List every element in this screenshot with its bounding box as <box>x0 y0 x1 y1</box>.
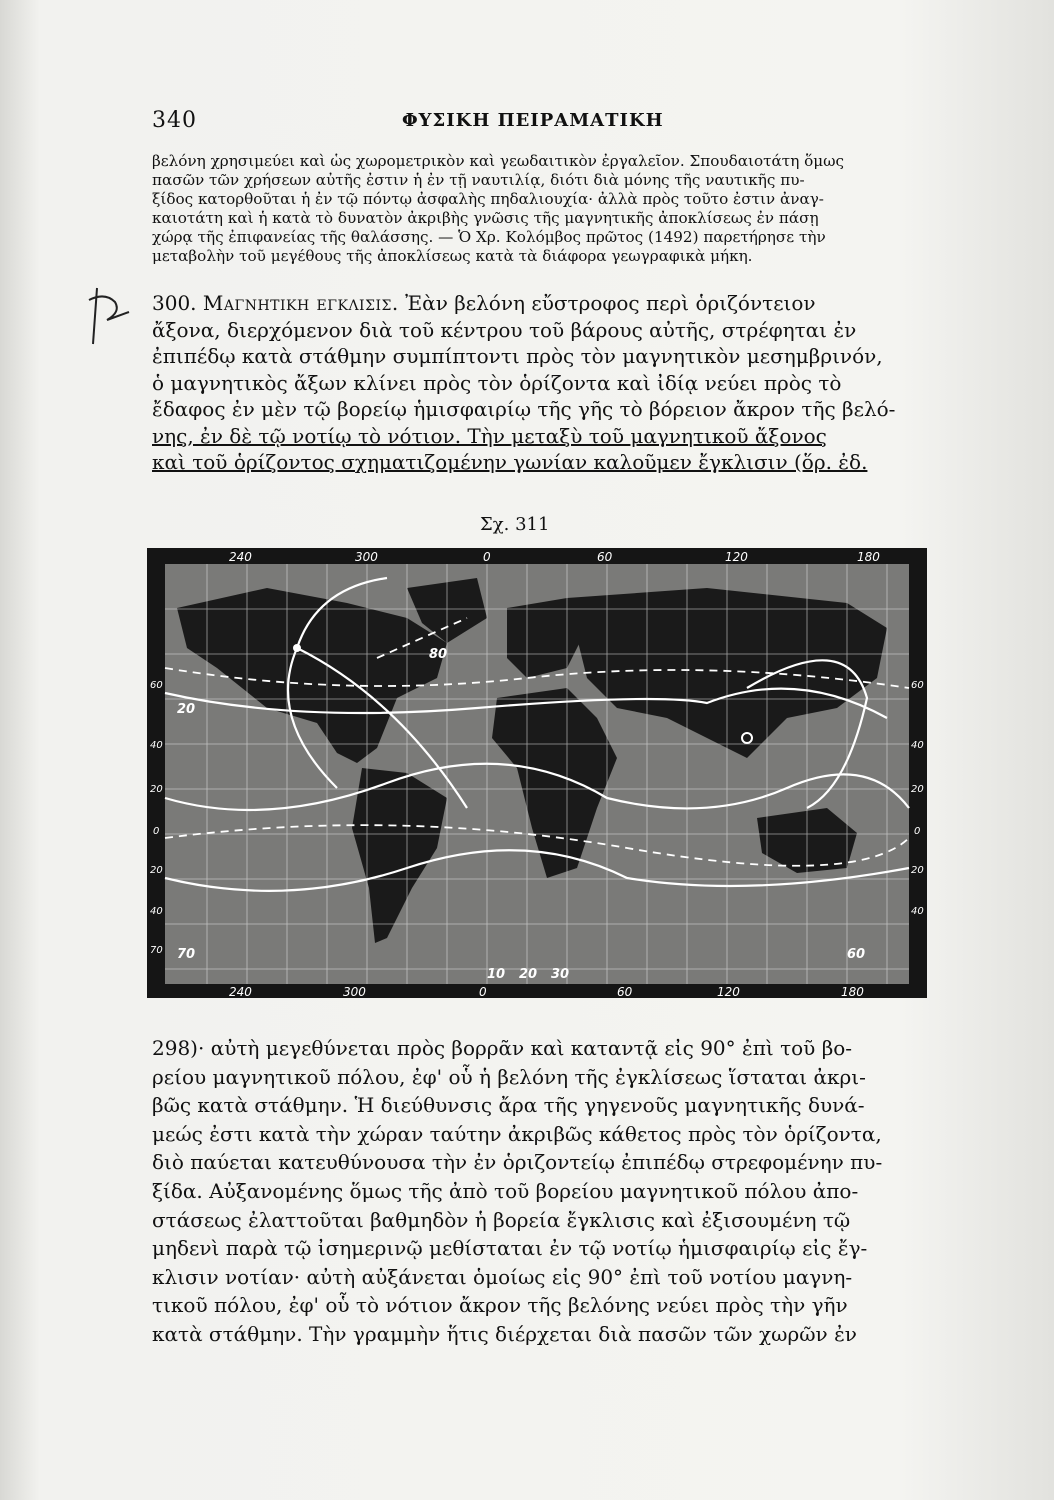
text-line: ξίδος κατορθοῦται ἡ ἐν τῷ πόντῳ ἀσφαλὴς πηδαλιουχία· ἀλλὰ πρὸς τοῦτο ἐστιν ἀναγ- <box>152 190 824 208</box>
axis-label: 40 <box>911 740 924 751</box>
axis-label: 0 <box>479 985 487 998</box>
axis-label: 40 <box>911 906 924 917</box>
axis-label: 0 <box>914 826 921 837</box>
text-line: καιοτάτη καὶ ἡ κατὰ τὸ δυνατὸν ἀκριβὴς γνῶσις τῆς μαγνητικῆς ἀποκλίσεως ἐν πάσῃ <box>152 209 819 227</box>
axis-label: 20 <box>150 784 163 795</box>
isoclinic-world-map <box>147 548 927 998</box>
map-svg <box>147 548 927 998</box>
section-title: Μαγνητικη εγκλισις. <box>202 291 399 315</box>
text-line: μεταβολὴν τοῦ μεγέθους τῆς ἀποκλίσεως κατὰ τὰ διάφορα γεωγραφικὰ μήκη. <box>152 247 753 265</box>
isocline-label: 10 <box>487 967 506 982</box>
isocline-label: 30 <box>551 967 570 982</box>
text-line: στάσεως ἐλαττοῦται βαθμηδὸν ἡ βορεία ἔγκλισις καὶ ἐξισουμένη τῷ <box>152 1207 851 1232</box>
axis-label: 60 <box>597 550 613 564</box>
axis-label: 240 <box>229 550 252 564</box>
axis-label: 70 <box>150 945 163 956</box>
axis-label: 0 <box>483 550 491 564</box>
page-number: 340 <box>152 108 197 133</box>
axis-label: 40 <box>150 740 163 751</box>
text-line: μεώς ἐστι κατὰ τὴν χώραν ταύτην ἀκριβῶς κάθετος πρὸς τὸν ὁρίζοντα, <box>152 1121 882 1146</box>
text-line: πασῶν τῶν χρήσεων αὐτῆς ἐστιν ἡ ἐν τῇ ναυτιλίᾳ, διότι διὰ μόνης τῆς ναυτικῆς πυ- <box>152 171 805 189</box>
axis-label: 120 <box>717 985 740 998</box>
axis-label: 240 <box>229 985 252 998</box>
section-number: 300. <box>152 291 197 315</box>
text-line: διὸ παύεται κατευθύνουσα τὴν ἐν ὁριζοντείῳ ἐπιπέδῳ στρεφομένην πυ- <box>152 1150 883 1175</box>
text-line: τικοῦ πόλου, ἐφ' οὗ τὸ νότιον ἄκρον τῆς βελόνης νεύει πρὸς τὴν γῆν <box>152 1293 848 1318</box>
text-line: ἄξονα, διερχόμενον διὰ τοῦ κέντρου τοῦ βάρους αὐτῆς, στρέφηται ἐν <box>152 317 857 342</box>
axis-label: 20 <box>911 865 924 876</box>
axis-label: 180 <box>841 985 864 998</box>
section-heading-line <box>152 290 922 317</box>
figure-caption: Σχ. 311 <box>480 514 550 535</box>
axis-label: 300 <box>343 985 366 998</box>
section-300 <box>152 290 922 476</box>
axis-label: 0 <box>153 826 160 837</box>
axis-label: 60 <box>617 985 633 998</box>
axis-label: 300 <box>355 550 378 564</box>
text-line: νης, ἐν δὲ τῷ νοτίῳ τὸ νότιον. Τὴν μεταξὺ τοῦ μαγνητικοῦ ἄξονος <box>152 423 827 448</box>
axis-label: 60 <box>150 680 163 691</box>
bottom-axis-labels <box>229 985 864 998</box>
right-axis-labels <box>911 680 924 917</box>
axis-label: 180 <box>857 550 880 564</box>
isocline-label: 20 <box>177 702 196 717</box>
isocline-label: 70 <box>177 947 196 962</box>
text-line: κλισιν νοτίαν· αὐτὴ αὐξάνεται ὁμοίως εἰς 90° ἐπὶ τοῦ νοτίου μαγνη- <box>152 1264 853 1289</box>
axis-label: 40 <box>150 906 163 917</box>
text-line: βῶς κατὰ στάθμην. Ἡ διεύθυνσις ἄρα τῆς γηγενοῦς μαγνητικῆς δυνά- <box>152 1093 865 1118</box>
text-line: ἔδαφος ἐν μὲν τῷ βορείῳ ἡμισφαιρίῳ τῆς γῆς τὸ βόρειον ἄκρον τῆς βελό- <box>152 397 896 421</box>
axis-label: 20 <box>150 865 163 876</box>
north-magnetic-pole <box>293 644 301 652</box>
top-axis-labels <box>229 550 880 564</box>
text-line: ὁ μαγνητικὸς ἄξων κλίνει πρὸς τὸν ὁρίζοντα καὶ ἰδίᾳ νεύει πρὸς τὸ <box>152 370 842 395</box>
isocline-label: 80 <box>429 647 448 662</box>
page-header <box>152 108 922 138</box>
text-line: καὶ τοῦ ὁρίζοντος σχηματιζομένην γωνίαν καλοῦμεν ἔγκλισιν (ὅρ. ἐδ. <box>152 450 868 474</box>
handwritten-margin-mark <box>85 282 135 352</box>
axis-label: 20 <box>911 784 924 795</box>
text-line: κατὰ στάθμην. Τὴν γραμμὴν ἥτις διέρχεται διὰ πασῶν τῶν χωρῶν ἐν <box>152 1321 857 1346</box>
axis-label: 120 <box>725 550 748 564</box>
bottom-paragraph <box>152 1034 922 1349</box>
text-line: βελόνη χρησιμεύει καὶ ὡς χωρομετρικὸν καὶ γεωδαιτικὸν ἐργαλεῖον. Σπουδαιοτάτη ὅμως <box>152 152 845 170</box>
text-line: 298)· αὐτὴ μεγεθύνεται πρὸς βορρᾶν καὶ καταντᾷ εἰς 90° ἐπὶ τοῦ βο- <box>152 1036 853 1060</box>
left-axis-labels <box>150 680 163 956</box>
text-line: ἐπιπέδῳ κατὰ στάθμην συμπίπτοντι πρὸς τὸν μαγνητικὸν μεσημβρινόν, <box>152 344 883 368</box>
text-line: χώρᾳ τῆς ἐπιφανείας τῆς θαλάσσης. — Ὁ Χρ. Κολόμβος πρῶτος (1492) παρετήρησε τὴν <box>152 228 826 246</box>
text-line: ρείου μαγνητικοῦ πόλου, ἐφ' οὗ ἡ βελόνη τῆς ἐγκλίσεως ἵσταται ἀκρι- <box>152 1064 866 1089</box>
isocline-label: 20 <box>519 967 538 982</box>
text-line: ξίδα. Αὐξανομένης ὅμως τῆς ἀπὸ τοῦ βορείου μαγνητικοῦ πόλου ἀπο- <box>152 1178 859 1203</box>
text-line: μηδενὶ παρὰ τῷ ἰσημερινῷ μεθίσταται ἐν τῷ νοτίῳ ἡμισφαιρίῳ εἰς ἔγ- <box>152 1236 868 1261</box>
axis-label: 60 <box>911 680 924 691</box>
top-paragraph <box>152 152 922 266</box>
text-line: Ἐὰν βελόνη εὔστροφος περὶ ὁριζόντειον <box>405 291 816 315</box>
isocline-label: 60 <box>847 947 866 962</box>
running-title: ΦΥΣΙΚΗ ΠΕΙΡΑΜΑΤΙΚΗ <box>402 110 664 131</box>
